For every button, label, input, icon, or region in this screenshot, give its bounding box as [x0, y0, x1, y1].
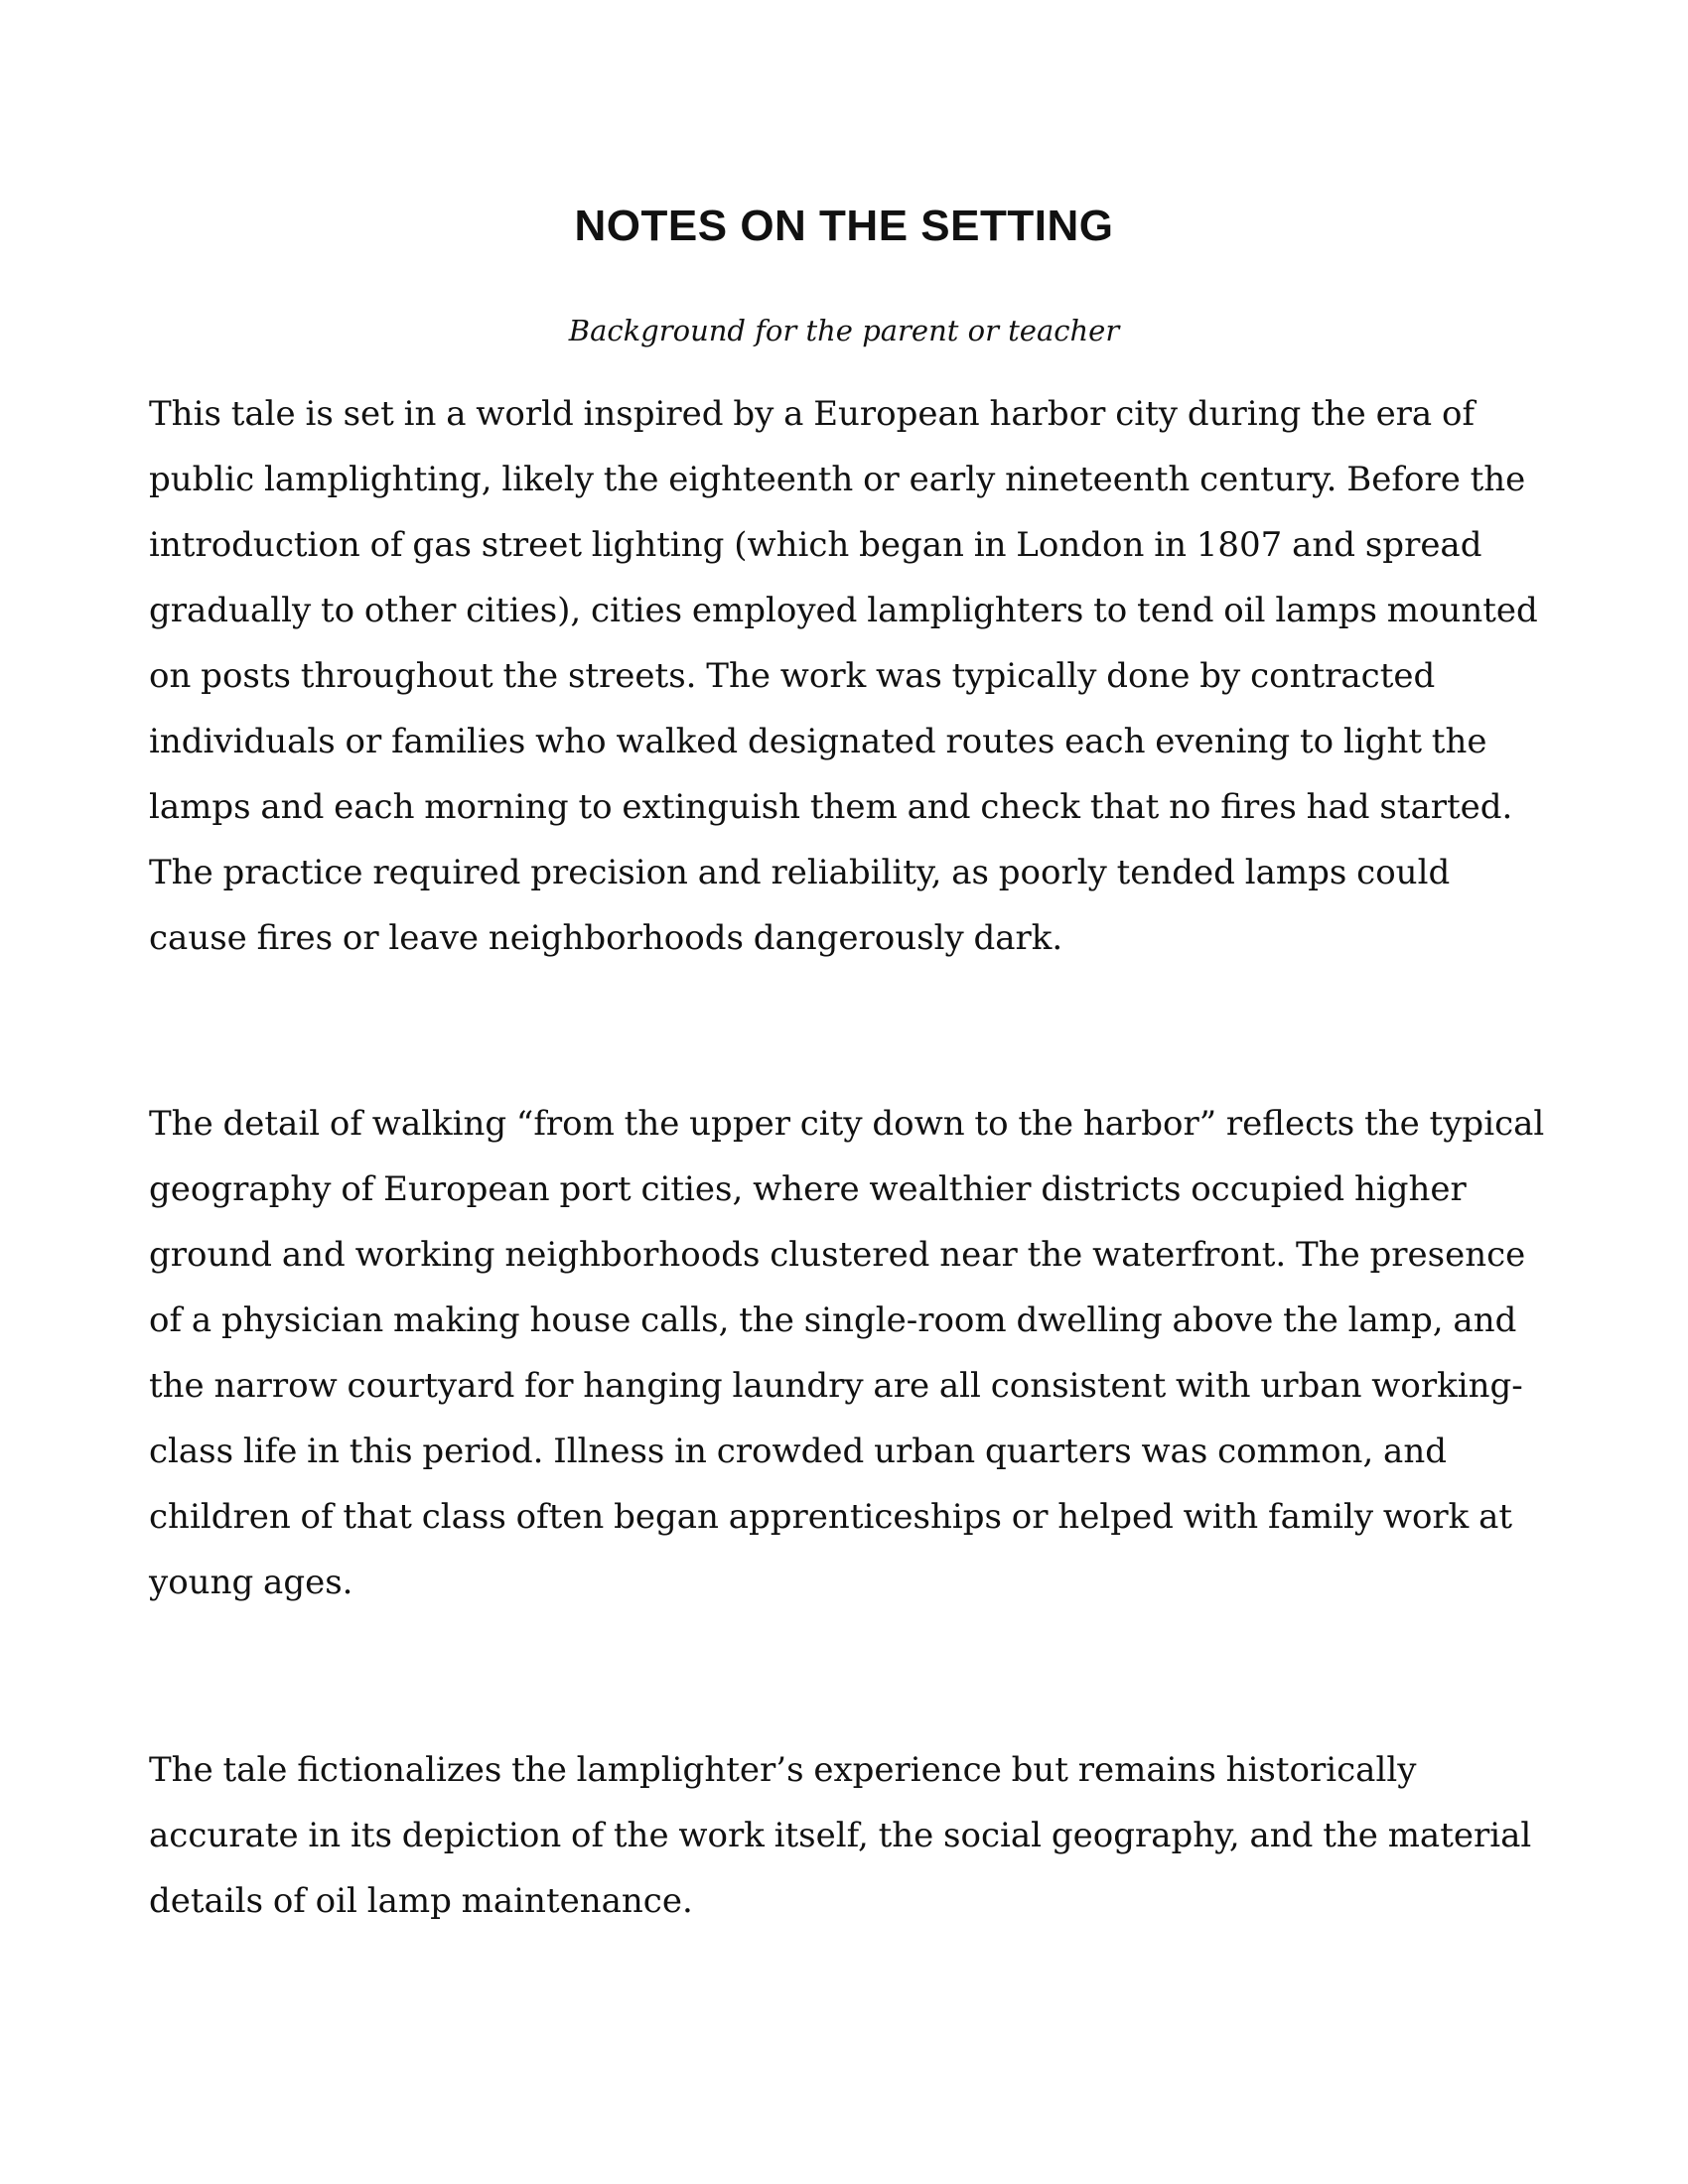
paragraph-setting-intro: This tale is set in a world inspired by a European harbor city during the era of public lamplighting, likely the eighteenth or early nineteenth century. Before the introduction of gas street lighting (which began in London in 1807 and spread gradually to other cities), cities employed lamplighters to tend oil lamps mounted on posts throughout the streets. The work was typically done by contracted individuals or families who walked designated routes each evening to light the lamps and each morning to extinguish them and check that no fires had started. The practice required precision and reliability, as poorly tended lamps could cause fires or leave neighborhoods dangerously dark.: [149, 394, 1538, 958]
page-title: NOTES ON THE SETTING: [574, 202, 1114, 250]
paragraph-conclusion: The tale fictionalizes the lamplighter’s experience but remains historically accurate in its depiction of the work itself, the social geography, and the material details of oil lamp maintenance.: [149, 1750, 1532, 1921]
page-subtitle: Background for the parent or teacher: [568, 314, 1120, 347]
paragraph-geography: The detail of walking “from the upper city down to the harbor” reflects the typical geography of European port cities, where wealthier districts occupied higher ground and working neighborhoods clustered near the waterfront. The presence of a physician making house calls, the single-room dwelling above the lamp, and the narrow courtyard for hanging laundry are all consistent with urban working-class life in this period. Illness in crowded urban quarters was common, and children of that class often began apprenticeships or helped with family work at young ages.: [149, 1104, 1545, 1602]
